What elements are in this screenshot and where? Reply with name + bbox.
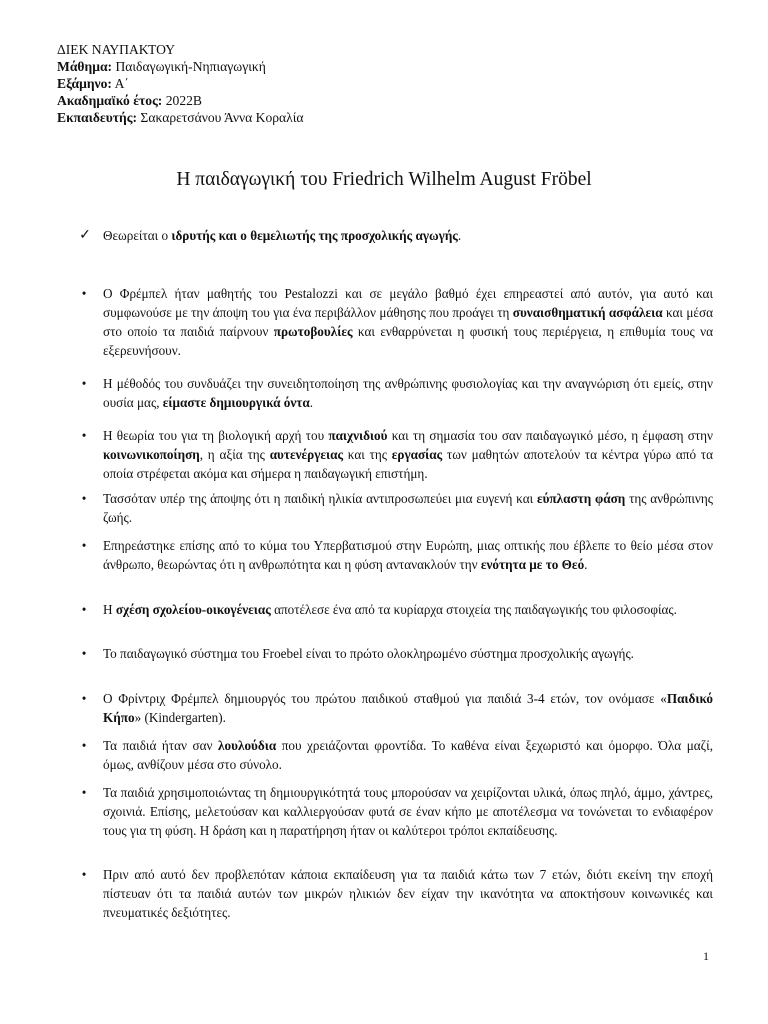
bullet-icon: • [81,428,87,443]
text-run: Τα παιδιά χρησιμοποιώντας τη δημιουργικότητά τους μπορούσαν να χειρίζονται υλικά, όπως πηλό, άμμο, χάντρες, σχοινιά. Επίσης, μελετούσαν και καλλιεργούσαν φυτά σε έναν κήπο με αποτέλεσμα να τονώνεται το ενδιαφέρον τους για τη φύση. Η δράση και η παρατήρηση ήταν οι καλύτεροι τρόποι εκπαίδευσης. [103,785,713,838]
document-title: Η παιδαγωγική του Friedrich Wilhelm August Fröbel [176,169,592,190]
header-semester [57,75,304,92]
bullet-item [81,865,713,922]
text-run: Τα παιδιά ήταν σαν [103,738,219,753]
item-text [103,228,461,243]
bold-text-run: είμαστε δημιουργικά όντα [162,395,310,410]
bullet-icon: • [81,376,87,391]
bullet-icon: • [81,785,87,800]
text-run: και της [343,447,392,462]
text-run: Θεωρείται ο [103,228,172,243]
text-run: Το παιδαγωγικό σύστημα του Froebel είναι το πρώτο ολοκληρωμένο σύστημα προσχολικής αγωγής. [103,646,634,661]
bullet-item [81,644,713,663]
text-run: Η [103,602,116,617]
header-value: Α΄ [111,76,129,91]
item-text [103,646,634,661]
text-run: Ο Φρίντριχ Φρέμπελ δημιουργός του πρώτου παιδικού σταθμού για παιδιά 3-4 ετών, τον ονόμασε « [103,691,667,706]
header-academic-year [57,92,304,109]
text-run: » (Kindergarten). [134,710,226,725]
bold-text-run: εργασίας [391,447,443,462]
bullet-item [81,600,713,619]
text-run: αποτέλεσε ένα από τα κυρίαρχα στοιχεία της παιδαγωγικής του φιλοσοφίας. [270,602,677,617]
bullet-icon: • [81,491,87,506]
text-run: και τη σημασία του σαν παιδαγωγικό μέσο, η έμφαση στην [387,428,713,443]
text-run: Ο Φρέμπελ ήταν μαθητής του Pestalozzi και σε μεγάλο βαθμό έχει επηρεαστεί από αυτόν, για αυτό και συμφωνούσε με την άποψη του για ένα περιβάλλον μάθησης που προάγει τη [103,286,713,320]
text-run: Πριν από αυτό δεν προβλεπόταν κάποια εκπαίδευση για τα παιδιά κάτω των 7 ετών, διότι εκείνη την εποχή πίστευαν ότι τα παιδιά αυτών των μικρών ηλικιών δεν είχαν την ικανότητα να αποκτήσουν κοινωνικές και πνευματικές δεξιότητες. [103,867,713,920]
bullet-icon: • [81,867,87,882]
item-text [103,491,713,525]
header-course [57,58,304,75]
bullet-item [81,374,713,412]
text-run: . [457,228,462,243]
text-run: , η αξία της [199,447,270,462]
item-text [103,785,713,838]
bold-text-run: ενότητα με το Θεό [480,557,585,572]
bold-text-run: πρωτοβουλίες [273,324,353,339]
text-run: Τασσόταν υπέρ της άποψης ότι η παιδική ηλικία αντιπροσωπεύει μια ευγενή και [103,491,537,506]
text-run: . [309,395,314,410]
school-name: ΔΙΕΚ ΝΑΥΠΑΚΤΟΥ [57,42,176,57]
bullet-item [81,489,713,527]
text-run: Επηρεάστηκε επίσης από το κύμα του Υπερβατισμού στην Ευρώπη, μιας οπτικής που έβλεπε το θείο μέσα στον άνθρωπο, θεωρώντας ότι η ανθρωπότητα και η φύση αντανακλούν την [103,538,713,572]
bullet-item [81,783,713,840]
bullet-item [81,736,713,774]
item-text [103,538,713,572]
text-run: Η μέθοδός του συνδυάζει την συνειδητοποίηση της ανθρώπινης φυσιολογίας και την αναγνώριση ότι εμείς, στην ουσία μας, [103,376,713,410]
bullet-item [81,536,713,574]
bold-text-run: λουλούδια [218,738,277,753]
header-label: Μάθημα: [57,59,113,74]
header-value: Παιδαγωγική-Νηπιαγωγική [112,59,266,74]
header-value: Σακαρετσάνου Άννα Κοραλία [137,110,304,125]
bold-text-run: παιχνιδιού [328,428,388,443]
item-text [103,286,713,358]
checkmark-list-item [79,226,713,245]
item-text [103,691,713,725]
document-header [57,41,304,126]
page-number: 1 [703,949,709,963]
text-run: των μαθητών αποτελούν τα κέντρα γύρω από τα οποία στρέφεται ακόμα και σήμερα η παιδαγωγική επιστήμη. [103,447,714,481]
bold-text-run: Παιδικό Κήπο [103,691,713,725]
bullet-icon: • [81,691,87,706]
text-run: που χρειάζονται φροντίδα. Το καθένα είναι ξεχωριστό και όμορφο. Όλα μαζί, όμως, ανθίζουν μέσα στο σύνολο. [103,738,713,772]
text-run: και ενθαρρύνεται η φυσική τους περιέργεια, η επιθυμία τους να εξερευνήσουν. [103,324,713,358]
text-run: της ανθρώπινης ζωής. [103,491,713,525]
item-text [103,428,713,481]
checkmark-icon: ✓ [79,228,91,243]
header-instructor [57,109,304,126]
item-text [103,738,713,772]
bold-text-run: ιδρυτής και ο θεμελιωτής της προσχολικής αγωγής [171,228,458,243]
text-run: και μέσα στο οποίο τα παιδιά παίρνουν [103,305,713,339]
header-label: Εκπαιδευτής: [57,110,138,125]
bullet-icon: • [81,286,87,301]
bullet-icon: • [81,738,87,753]
bold-text-run: αυτενέργειας [269,447,344,462]
item-text [103,867,713,920]
item-text [103,602,677,617]
bullet-item [81,426,714,483]
header-value: 2022Β [162,93,202,108]
bold-text-run: κοινωνικοποίηση [103,447,200,462]
header-label: Ακαδημαϊκό έτος: [57,93,163,108]
text-run: . [584,557,588,572]
bullet-icon: • [81,646,87,661]
bold-text-run: εύπλαστη φάση [536,491,626,506]
bullet-icon: • [81,602,87,617]
bullet-icon: • [81,538,87,553]
item-text [103,376,713,410]
bullet-item [81,689,713,727]
bullet-item [81,284,713,360]
bold-text-run: συναισθηματική ασφάλεια [512,305,663,320]
header-label: Εξάμηνο: [57,76,112,91]
bold-text-run: σχέση σχολείου-οικογένειας [115,602,271,617]
text-run: Η θεωρία του για τη βιολογική αρχή του [103,428,329,443]
